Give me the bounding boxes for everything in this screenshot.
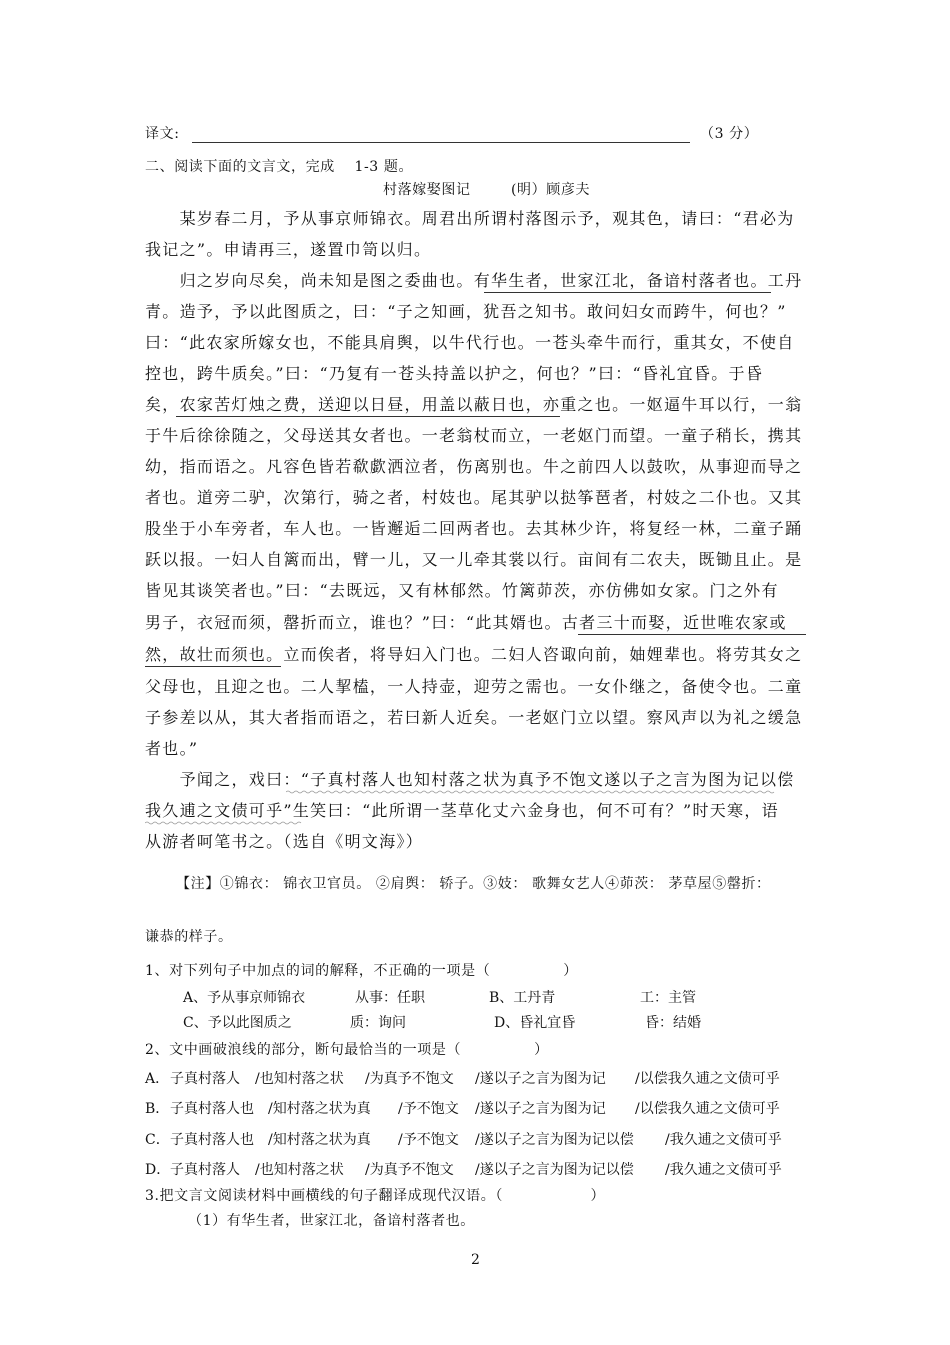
essay-line: 矣，农家苦灯烛之费，送迎以日昼，用盖以蔽日也，亦重之也。一妪逼牛耳以行，一翁 xyxy=(145,395,803,414)
wavy-underline-1 xyxy=(286,790,776,794)
q1-option-d: D、昏礼宜昏 xyxy=(494,1015,576,1031)
q1-stem: 1、对下列句子中加点的词的解释，不正确的一项是（ ） xyxy=(145,963,578,979)
q2-option-label: B． xyxy=(145,1101,170,1117)
q2-option-part: /为真予不饱文 xyxy=(365,1071,454,1087)
q2-option-part: /知村落之状为真 xyxy=(268,1132,371,1148)
q2-option-part: /予不饱文 xyxy=(398,1132,459,1148)
score-label: （3 分） xyxy=(700,126,759,142)
essay-line: 青。造予，予以此图质之，曰：“子之知画，犹吾之知书。敢问妇女而跨牛，何也？” xyxy=(145,302,787,321)
q2-option-part: 子真村落人 xyxy=(170,1162,240,1178)
essay-line: 予闻之，戏曰：“子真村落人也知村落之状为真予不饱文遂以子之言为图为记以偿 xyxy=(145,770,795,789)
q1-option-c-gloss: 质：询问 xyxy=(350,1015,406,1031)
q2-option-part: /遂以子之言为图为记以偿 xyxy=(475,1132,634,1148)
q2-option-part: /以偿我久逋之文债可乎 xyxy=(635,1101,780,1117)
q2-option-part: /遂以子之言为图为记 xyxy=(475,1071,606,1087)
q2-option-part: /也知村落之状 xyxy=(255,1071,344,1087)
q2-option-c xyxy=(145,1133,782,1147)
essay-line: 某岁春二月，予从事京师锦衣。周君出所谓村落图示予，观其色，请曰：“君必为 xyxy=(145,209,795,228)
underline-sentence-2 xyxy=(176,416,560,417)
page-number: 2 xyxy=(471,1252,481,1268)
q3-sub-1: （1）有华生者，世家江北，备谙村落者也。 xyxy=(188,1213,475,1229)
q2-option-part: /也知村落之状 xyxy=(255,1162,344,1178)
essay-line: 者也。” xyxy=(145,739,199,758)
q3-stem: 3.把文言文阅读材料中画横线的句子翻译成现代汉语。（ ） xyxy=(145,1188,606,1204)
essay-line: 控也，跨牛质矣。”曰：“乃复有一苍头持盖以护之，何也？”曰：“昏礼宜昏。于昏 xyxy=(145,364,764,383)
underline-sentence-1 xyxy=(484,292,771,293)
q2-option-a xyxy=(145,1072,780,1086)
note-line-2: 谦恭的样子。 xyxy=(145,929,233,945)
note-line-1: 【注】①锦衣： 锦衣卫官员。 ②肩舆： 轿子。③妓： 歌舞女艺人④茆茨： 茅草屋⑤罄折： xyxy=(176,876,771,892)
essay-line: 股坐于小车旁者，车人也。一皆邂逅二回两者也。去其林少许，将复经一林，二童子踊 xyxy=(145,519,803,538)
q2-option-part: /遂以子之言为图为记 xyxy=(475,1101,606,1117)
essay-line: 然，故壮而须也。立而俟者，将导妇入门也。二妇人咨诹向前，妯娌辈也。将劳其女之 xyxy=(145,645,803,664)
essay-title: 村落嫁娶图记 xyxy=(383,182,471,198)
q2-option-part: /予不饱文 xyxy=(398,1101,459,1117)
essay-line: 子参差以从，其大者指而语之，若曰新人近矣。一老妪门立以望。察风声以为礼之缓急 xyxy=(145,708,803,727)
underline-sentence-3b xyxy=(145,666,281,667)
q2-option-label: C． xyxy=(145,1132,170,1148)
q1-option-b: B、工丹青 xyxy=(489,990,556,1006)
essay-line: 皆见其谈笑者也。”曰：“去既远，又有林郁然。竹篱茆茨，亦仿佛如女家。门之外有 xyxy=(145,581,779,600)
essay-line: 幼，指而语之。凡容色皆若欷歔洒泣者，伤离别也。牛之前四人以鼓吹，从事迎而导之 xyxy=(145,457,803,476)
essay-line: 归之岁向尽矣，尚未知是图之委曲也。有华生者，世家江北，备谙村落者也。工丹 xyxy=(145,271,803,290)
essay-line: 跃以报。一妇人自篱而出，臂一儿，又一儿牵其裳以行。亩间有二农夫，既锄且止。是 xyxy=(145,550,803,569)
q1-option-a: A、予从事京师锦衣 xyxy=(183,990,306,1006)
q1-option-b-gloss: 工：主管 xyxy=(640,990,696,1006)
q1-option-a-gloss: 从事：任职 xyxy=(355,990,425,1006)
q2-option-part: /以偿我久逋之文债可乎 xyxy=(635,1071,780,1087)
essay-line: 我记之”。申请再三，遂置巾笥以归。 xyxy=(145,240,432,259)
essay-line: 曰：“此农家所嫁女也，不能具肩舆，以牛代行也。一苍头牵牛而行，重其女，不使自 xyxy=(145,333,795,352)
essay-line: 父母也，且迎之也。二人挈榼，一人持壶，迎劳之需也。一女仆继之，备使令也。二童 xyxy=(145,677,803,696)
q2-option-b xyxy=(145,1102,780,1116)
q2-option-part: 子真村落人也 xyxy=(170,1101,254,1117)
q2-option-part: /遂以子之言为图为记以偿 xyxy=(475,1162,634,1178)
essay-line: 于牛后徐徐随之，父母送其女者也。一老翁杖而立，一老妪门而望。一童子稍长，携其 xyxy=(145,426,803,445)
q2-option-label: D． xyxy=(145,1162,171,1178)
q1-option-d-gloss: 昏：结婚 xyxy=(645,1015,701,1031)
q2-option-part: /知村落之状为真 xyxy=(268,1101,371,1117)
underline-sentence-3a xyxy=(578,634,806,635)
q2-option-d xyxy=(145,1163,782,1177)
essay-line: 我久逋之文债可乎”生笑曰：“此所谓一茎草化丈六金身也，何不可有？”时天寒，语 xyxy=(145,801,779,820)
q2-option-part: /我久逋之文债可乎 xyxy=(665,1132,782,1148)
q2-option-part: 子真村落人也 xyxy=(170,1132,254,1148)
wavy-underline-2 xyxy=(145,821,305,825)
essay-author: (明）顾彦夫 xyxy=(511,182,591,198)
q2-option-label: A． xyxy=(145,1071,170,1087)
essay-line: 男子，衣冠而须，罄折而立，谁也？”曰：“此其婿也。古者三十而娶，近世唯农家或 xyxy=(145,613,787,632)
translation-blank xyxy=(192,142,690,143)
q1-option-c: C、予以此图质之 xyxy=(183,1015,292,1031)
q2-option-part: /为真予不饱文 xyxy=(365,1162,454,1178)
q2-option-part: 子真村落人 xyxy=(170,1071,240,1087)
q2-option-part: /我久逋之文债可乎 xyxy=(665,1162,782,1178)
essay-line: 从游者呵笔书之。（选自《明文海》） xyxy=(145,832,424,851)
q2-stem: 2、文中画破浪线的部分，断句最恰当的一项是（ ） xyxy=(145,1042,549,1058)
translation-label: 译文: xyxy=(145,126,180,142)
section-title: 二、阅读下面的文言文，完成 1-3 题。 xyxy=(145,159,414,175)
essay-line: 者也。道旁二驴，次第行，骑之者，村妓也。尾其驴以挞筝琶者，村妓之二仆也。又其 xyxy=(145,488,803,507)
